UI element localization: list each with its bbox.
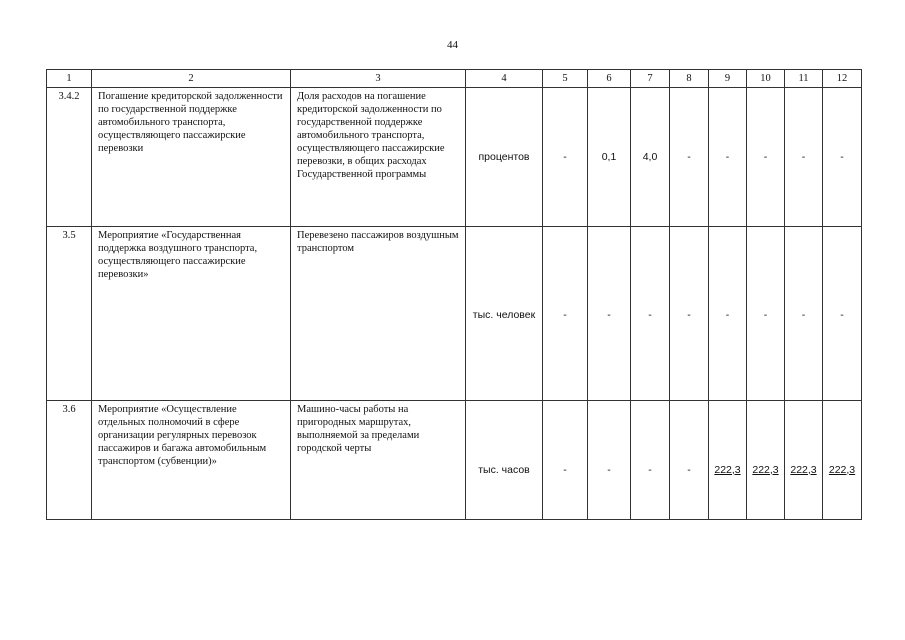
header-cell: 3	[291, 70, 466, 88]
row-value: -	[543, 88, 588, 227]
row-indicator: Машино-часы работы на пригородных маршрутах, выполняемой за пределами городской черты	[291, 401, 466, 520]
row-value: -	[785, 88, 823, 227]
header-cell: 1	[47, 70, 92, 88]
header-cell: 6	[588, 70, 631, 88]
page-number: 44	[447, 39, 458, 51]
row-value: -	[709, 227, 747, 401]
header-cell: 7	[631, 70, 670, 88]
row-value: -	[543, 401, 588, 520]
row-value: -	[670, 401, 709, 520]
row-value: 222,3	[785, 401, 823, 520]
row-value: -	[588, 227, 631, 401]
header-row	[47, 70, 862, 88]
row-code: 3.6	[47, 401, 92, 520]
row-value: -	[631, 401, 670, 520]
row-value: -	[747, 227, 785, 401]
row-value: 222,3	[823, 401, 862, 520]
header-cell: 5	[543, 70, 588, 88]
row-value: -	[588, 401, 631, 520]
header-cell: 10	[747, 70, 785, 88]
header-cell: 11	[785, 70, 823, 88]
row-name: Мероприятие «Осуществление отдельных полномочий в сфере организации регулярных перевозок пассажиров и багажа автомобильным транспортом (субвенции)»	[92, 401, 291, 520]
row-name: Погашение кредиторской задолженности по государственной поддержке автомобильного транспорта, осуществляющего пассажирские перевозки	[92, 88, 291, 227]
row-value: -	[631, 227, 670, 401]
row-name: Мероприятие «Государственная поддержка воздушного транспорта, осуществляющего пассажирские перевозки»	[92, 227, 291, 401]
header-cell: 4	[466, 70, 543, 88]
row-value: -	[670, 88, 709, 227]
row-value: 222,3	[747, 401, 785, 520]
row-unit: тыс. часов	[466, 401, 543, 520]
row-value: -	[670, 227, 709, 401]
indicators-table	[46, 69, 862, 520]
row-unit: тыс. человек	[466, 227, 543, 401]
header-cell: 2	[92, 70, 291, 88]
header-cell: 12	[823, 70, 862, 88]
row-value: -	[823, 88, 862, 227]
row-indicator: Перевезено пассажиров воздушным транспортом	[291, 227, 466, 401]
row-indicator: Доля расходов на погашение кредиторской задолженности по государственной поддержке автомобильного транспорта, осуществляющего пассажирские перевозки, в общих расходах Государственной программы	[291, 88, 466, 227]
row-value: -	[823, 227, 862, 401]
row-unit: процентов	[466, 88, 543, 227]
table-row	[47, 401, 862, 520]
table-row	[47, 227, 862, 401]
header-cell: 8	[670, 70, 709, 88]
header-cell: 9	[709, 70, 747, 88]
row-value: -	[543, 227, 588, 401]
row-code: 3.4.2	[47, 88, 92, 227]
row-code: 3.5	[47, 227, 92, 401]
row-value: 222,3	[709, 401, 747, 520]
row-value: -	[785, 227, 823, 401]
table-row	[47, 88, 862, 227]
row-value: 4,0	[631, 88, 670, 227]
row-value: -	[709, 88, 747, 227]
row-value: -	[747, 88, 785, 227]
row-value: 0,1	[588, 88, 631, 227]
